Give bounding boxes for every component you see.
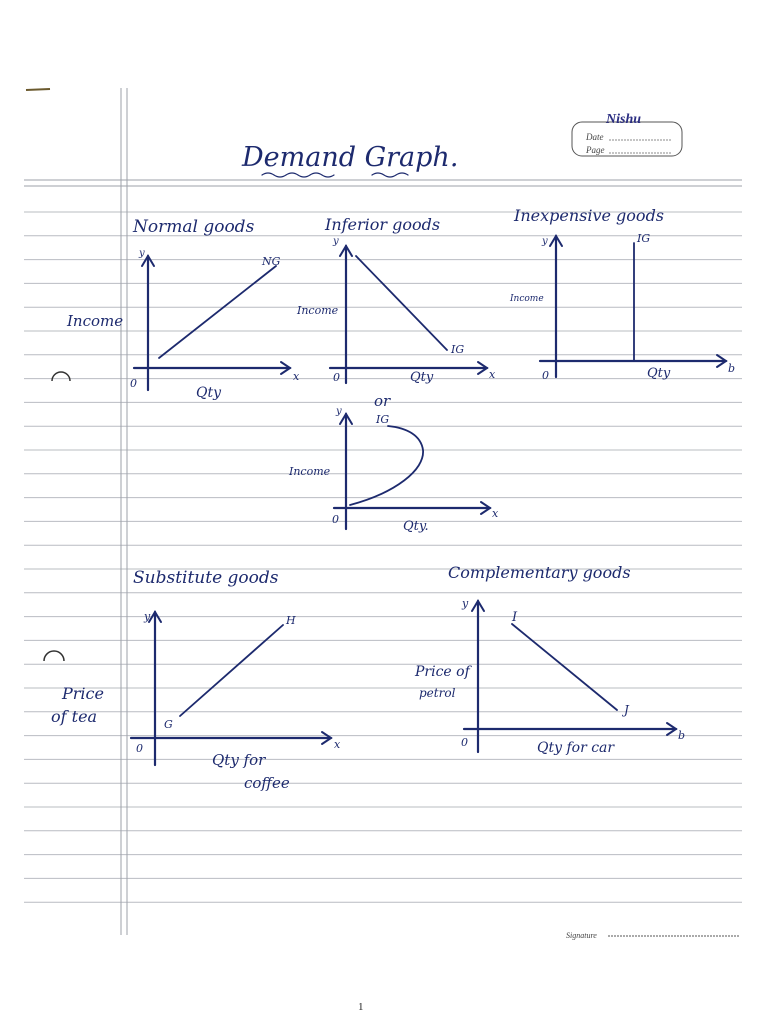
origin-label: 0 (130, 377, 137, 390)
origin-label: 0 (542, 369, 549, 382)
curve-start-label: I (512, 610, 518, 625)
x-axis-label: Qty for car (537, 740, 615, 756)
brand-stamp (572, 112, 682, 156)
y-axis-letter: y (336, 406, 342, 417)
demand-curve-backward-bending (350, 426, 423, 505)
curve-label: IG (376, 413, 390, 426)
x-axis-letter: b (728, 362, 736, 375)
x-axis-label: Qty (410, 370, 434, 385)
punch-hole-mark (52, 372, 70, 381)
or-label: or (374, 392, 391, 410)
graph-inferior-goods-alt (288, 392, 499, 534)
graph-normal-goods (66, 217, 300, 401)
curve-label: IG (637, 232, 651, 245)
x-axis-letter: x (293, 370, 300, 383)
title-underline (262, 173, 334, 177)
y-axis-label: Income (289, 465, 331, 478)
origin-label: 0 (461, 736, 468, 749)
origin-label: 0 (332, 513, 339, 526)
y-axis-label: Income (297, 304, 339, 317)
x-axis-letter: x (334, 738, 341, 751)
graph-title: Inexpensive goods (514, 206, 665, 225)
graph-inferior-goods (296, 215, 496, 385)
y-axis-label-line1: Price of (415, 664, 470, 680)
graph-title: Normal goods (133, 217, 255, 237)
x-axis-label: Qty. (403, 519, 429, 534)
curve-end-label: H (286, 614, 296, 627)
y-axis-letter: y (139, 248, 145, 259)
graph-title: Substitute goods (133, 568, 279, 588)
origin-label: 0 (333, 371, 340, 384)
brand-name: Nishu (606, 112, 642, 127)
graph-complementary-goods (414, 563, 685, 756)
title-underline-2 (372, 173, 408, 177)
x-axis-label: Qty (647, 366, 671, 381)
x-axis-letter: b (678, 729, 686, 742)
graph-inexpensive-goods (509, 206, 735, 382)
demand-curve-ij (512, 624, 617, 710)
y-axis-label-line1: Price (62, 684, 104, 703)
curve-start-label: G (164, 718, 173, 731)
y-axis-label: Income (510, 294, 544, 304)
page-title: Demand Graph. (242, 142, 459, 173)
curve-label: NG (262, 255, 281, 268)
page-number: 1 (358, 1001, 364, 1013)
punch-hole-mark (44, 651, 64, 661)
x-axis-letter: x (492, 507, 499, 520)
demand-curve-gh (180, 625, 283, 716)
brand-page-label: Page (586, 145, 605, 155)
brand-date-label: Date (586, 132, 604, 142)
x-axis-label: Qty (196, 385, 222, 401)
graph-title: Complementary goods (448, 563, 631, 582)
x-axis-label-line2: coffee (244, 774, 290, 792)
y-axis-label-line2: petrol (419, 686, 456, 700)
curve-end-label: J (624, 703, 629, 717)
demand-curve-ig (356, 256, 447, 350)
curve-label: IG (451, 343, 465, 356)
y-axis-label-line2: of tea (51, 707, 98, 726)
y-axis-letter: y (144, 610, 151, 623)
signature-label: Signature (566, 931, 597, 940)
demand-curve-ng (159, 266, 276, 358)
y-axis-letter: y (333, 236, 339, 247)
graph-title: Inferior goods (325, 215, 441, 234)
y-axis-letter: y (462, 597, 469, 610)
y-axis-letter: y (542, 236, 548, 247)
graph-substitute-goods (51, 568, 341, 792)
origin-label: 0 (136, 742, 143, 755)
x-axis-letter: x (489, 368, 496, 381)
x-axis-label-line1: Qty for (212, 751, 266, 769)
corner-mark (26, 89, 50, 90)
y-axis-label: Income (67, 312, 124, 330)
